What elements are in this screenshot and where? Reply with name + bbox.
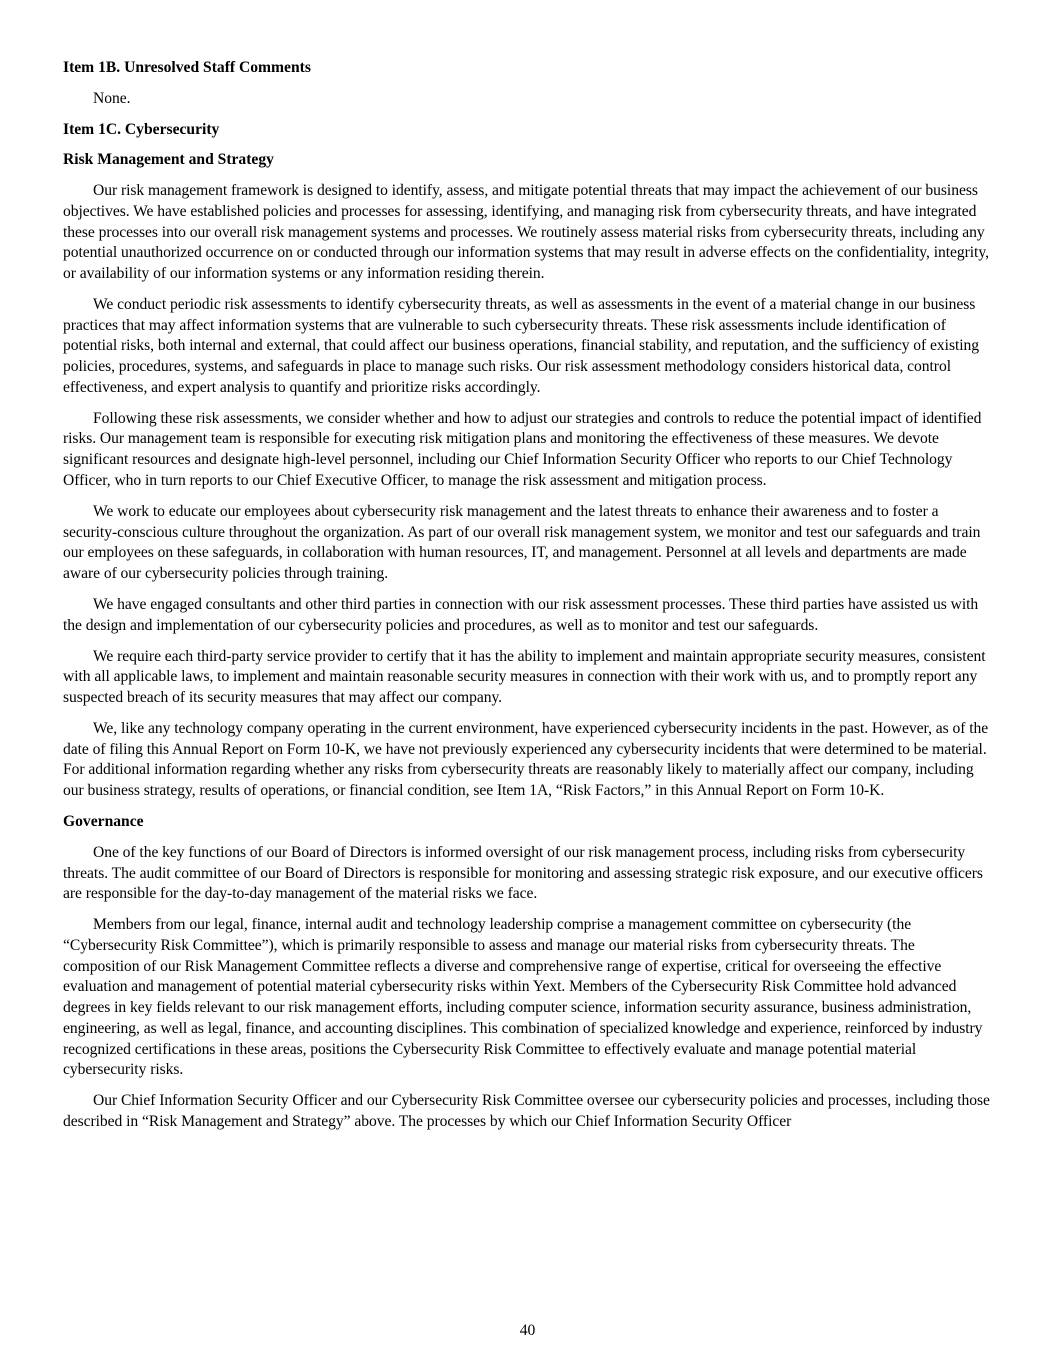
paragraph-ciso-oversight: Our Chief Information Security Officer and our Cybersecurity Risk Committee oversee our cybersecurity policies and processes, including those described in “Risk Management and Strategy” above. The processes by which our Chief Information Security Officer [63,1092,990,1130]
paragraph-incidents: We, like any technology company operating in the current environment, have experienced cybersecurity incidents in the past. However, as of the date of filing this Annual Report on Form 10-K, we have not previously experienced any cybersecurity incidents that were determined to be material. For additional information regarding whether any risks from cybersecurity threats are reasonably likely to materially affect our company, including our business strategy, results of operations, or financial condition, see Item 1A, “Risk Factors,” in this Annual Report on Form 10-K. [63,720,989,800]
paragraph-risk-committee: Members from our legal, finance, internal audit and technology leadership comprise a management committee on cybersecurity (the “Cybersecurity Risk Committee”), which is primarily responsible to assess and manage our material risks from cybersecurity threats. The composition of our Risk Management Committee reflects a diverse and comprehensive range of expertise, critical for overseeing the effective evaluation and management of potential material cybersecurity risks within Yext. Members of the Cybersecurity Risk Committee hold advanced degrees in key fields relevant to our risk management efforts, including computer science, information security assurance, business administration, engineering, as well as legal, finance, and accounting disciplines. This combination of specialized knowledge and experience, reinforced by industry recognized certifications in these areas, positions the Cybersecurity Risk Committee to effectively evaluate and manage potential material cybersecurity risks. [63,916,983,1079]
heading-risk-management: Risk Management and Strategy [63,151,274,169]
page-number: 40 [519,1322,536,1339]
heading-governance: Governance [63,813,144,831]
paragraph-mitigation: Following these risk assessments, we consider whether and how to adjust our strategies and controls to reduce the potential impact of identified risks. Our management team is responsible for executing risk mitigation plans and monitoring the effectiveness of these measures. We devote significant resources and designate high-level personnel, including our Chief Information Security Officer who reports to our Chief Technology Officer, who in turn reports to our Chief Executive Officer, to manage the risk assessment and mitigation process. [63,409,982,489]
paragraph-risk-framework: Our risk management framework is designed to identify, assess, and mitigate potential threats that may impact the achievement of our business objectives. We have established policies and processes for assessing, identifying, and managing risk from cybersecurity threats, and have integrated these processes into our overall risk management systems and processes. We routinely assess material risks from cybersecurity threats, including any potential unauthorized occurrence on or conducted through our information systems that may result in adverse effects on the confidentiality, integrity, or availability of our information systems or any information residing therein. [63,182,989,282]
paragraph-none: None. [93,89,131,107]
heading-item-1b: Item 1B. Unresolved Staff Comments [63,59,311,76]
paragraph-consultants: We have engaged consultants and other third parties in connection with our risk assessment processes. These third parties have assisted us with the design and implementation of our cybersecurity policies and procedures, as well as to monitor and test our safeguards. [63,595,979,634]
document-page [63,58,993,1143]
paragraph-third-party-providers: We require each third-party service provider to certify that it has the ability to implement and maintain appropriate security measures, consistent with all applicable laws, to implement and maintain reasonable security measures in connection with their work with us, and to promptly report any suspected breach of its security measures that may affect our company. [63,647,986,707]
paragraph-employee-education: We work to educate our employees about cybersecurity risk management and the latest threats to enhance their awareness and to foster a security-conscious culture throughout the organization. As part of our overall risk management system, we monitor and test our safeguards and train our employees on these safeguards, in collaboration with human resources, IT, and management. Personnel at all levels and departments are made aware of our cybersecurity policies through training. [63,502,981,582]
heading-item-1c: Item 1C. Cybersecurity [63,120,220,138]
paragraph-risk-assessments: We conduct periodic risk assessments to identify cybersecurity threats, as well as assessments in the event of a material change in our business practices that may affect information systems that are vulnerable to such cybersecurity threats. These risk assessments include identification of potential risks, both internal and external, that could affect our business operations, financial stability, and reputation, and the sufficiency of existing policies, procedures, systems, and safeguards in place to manage such risks. Our risk assessment methodology considers historical data, control effectiveness, and expert analysis to quantify and prioritize risks accordingly. [63,295,980,396]
paragraph-board-oversight: One of the key functions of our Board of Directors is informed oversight of our risk management process, including risks from cybersecurity threats. The audit committee of our Board of Directors is responsible for monitoring and assessing strategic risk exposure, and our executive officers are responsible for the day-to-day management of the material risks we face. [63,843,983,903]
